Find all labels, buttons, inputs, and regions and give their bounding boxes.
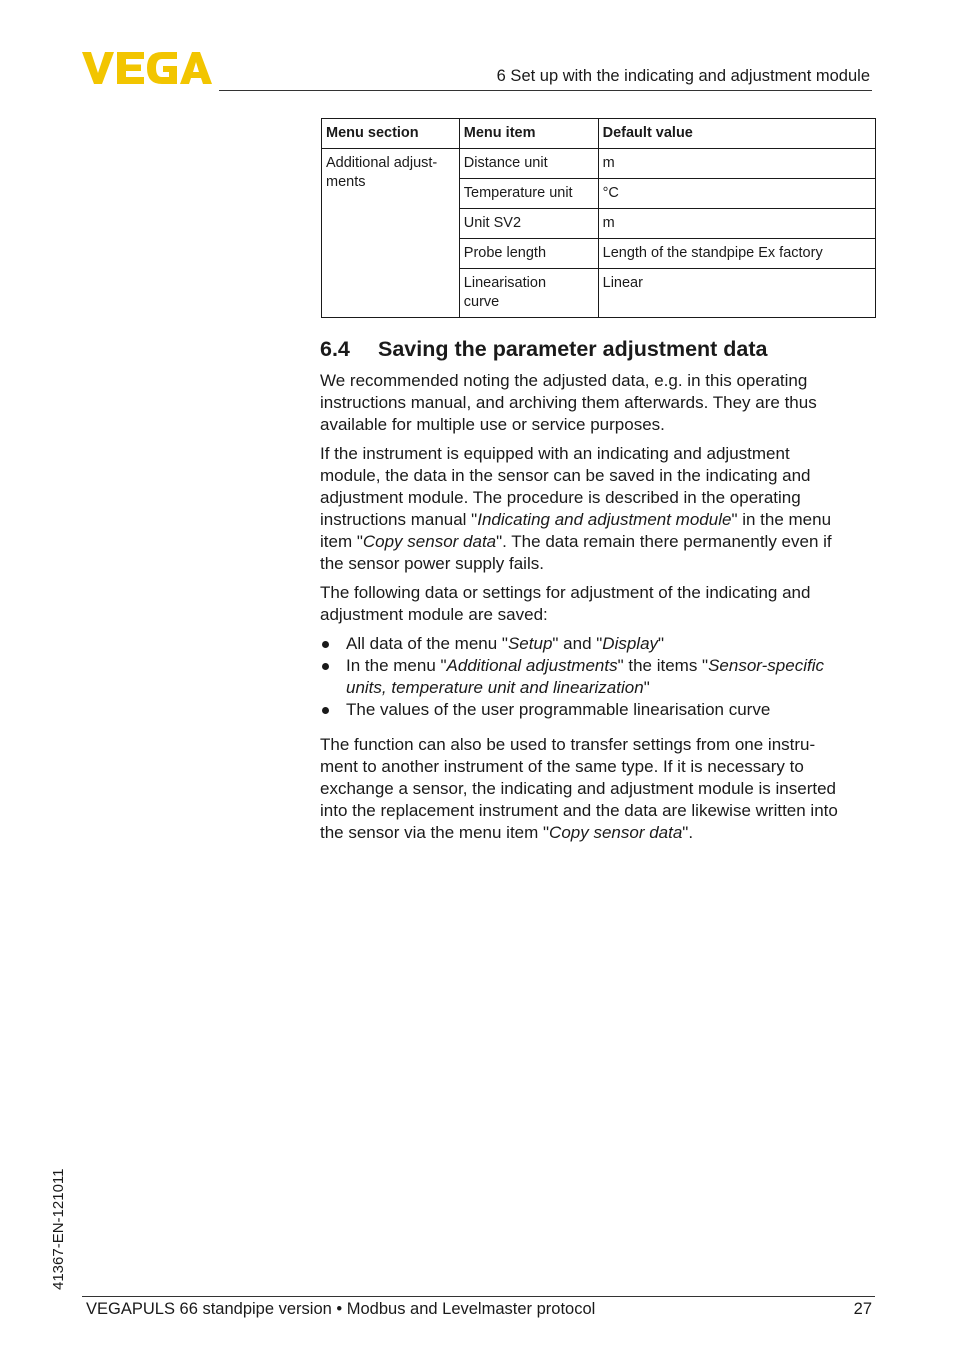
table-header-row [322,119,876,149]
paragraph-4: The function can also be used to transfer settings from one instru- ment to another instrument of the same type. If it is necessary to exchange a sensor, the indicating and adjustment module is inserted into the replacement instrument and the data are likewise written into the sensor via the menu item "Copy sensor data". [320,735,838,842]
bullet-icon [322,663,329,670]
list-item: The values of the user programmable linearisation curve [320,699,880,721]
column-header: Menu section [322,119,460,149]
default-value-cell: Length of the standpipe Ex factory [598,239,875,269]
default-value-cell: Linear [598,269,875,318]
header-rule [219,90,872,91]
menu-item-cell: Temperature unit [459,179,598,209]
section-title: Saving the parameter adjustment data [378,337,768,361]
column-header: Default value [598,119,875,149]
list-item: All data of the menu "Setup" and "Display" [320,633,880,655]
default-value-cell: m [598,209,875,239]
column-header: Menu item [459,119,598,149]
footer-title: VEGAPULS 66 standpipe version • Modbus and Levelmaster protocol [86,1300,596,1318]
saved-data-list [320,633,880,721]
menu-item-cell: Probe length [459,239,598,269]
page-number: 27 [853,1300,872,1318]
document-code: 41367-EN-121011 [50,1168,67,1290]
section-number: 6.4 [320,337,350,361]
paragraph-2: If the instrument is equipped with an indicating and adjustment module, the data in the sensor can be saved in the indicating and adjustment module. The procedure is described in the operating instructions manual "Indicating and adjustment module" in the menu item "Copy sensor data". The data remain there permanently even if the sensor power supply fails. [320,444,832,573]
default-values-table [321,118,876,318]
table-row [322,149,876,179]
section-heading [320,335,880,363]
default-value-cell: °C [598,179,875,209]
menu-item-cell: Unit SV2 [459,209,598,239]
menu-item-cell: Distance unit [459,149,598,179]
section-content [320,335,880,851]
bullet-icon [322,707,329,714]
menu-item-cell: Linearisation curve [459,269,598,318]
running-header: 6 Set up with the indicating and adjustment module [496,67,870,85]
footer-rule [82,1296,875,1297]
vega-logo [82,52,212,84]
list-item: In the menu "Additional adjustments" the items "Sensor-specific units, temperature unit and linearization" [320,655,880,699]
paragraph-3: The following data or settings for adjustment of the indicating and adjustment module are saved: [320,583,811,624]
bullet-icon [322,641,329,648]
paragraph-1: We recommended noting the adjusted data, e.g. in this operating instructions manual, and archiving them afterwards. They are thus available for multiple use or service purposes. [320,371,817,434]
default-value-cell: m [598,149,875,179]
menu-section-cell: Additional adjust- ments [322,149,460,318]
